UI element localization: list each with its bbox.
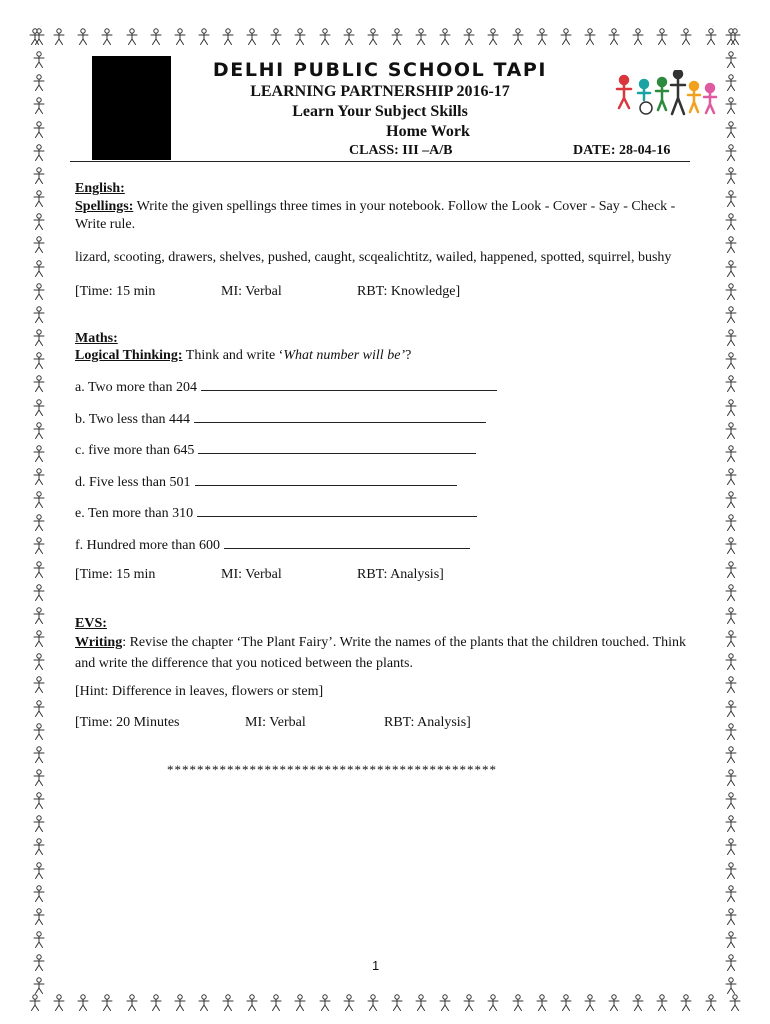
border-figure-icon <box>221 994 235 1012</box>
border-figure-icon <box>269 28 283 46</box>
border-figure-icon <box>704 994 718 1012</box>
evs-rbt: RBT: Analysis] <box>384 715 471 730</box>
border-left <box>28 28 50 996</box>
question-text: b. Two less than 444 <box>75 412 191 427</box>
border-figure-icon <box>724 28 738 46</box>
border-figure-icon <box>724 746 738 764</box>
evs-time: [Time: 20 Minutes <box>75 715 180 730</box>
border-figure-icon <box>32 584 46 602</box>
date-label: DATE: 28-04-16 <box>573 143 671 158</box>
question-text: f. Hundred more than 600 <box>75 538 221 553</box>
border-figure-icon <box>32 491 46 509</box>
border-figure-icon <box>559 28 573 46</box>
border-figure-icon <box>724 97 738 115</box>
border-figure-icon <box>52 28 66 46</box>
evs-hint: [Hint: Difference in leaves, flowers or stem] <box>75 684 324 699</box>
border-figure-icon <box>32 167 46 185</box>
border-figure-icon <box>32 260 46 278</box>
answer-blank[interactable] <box>201 378 497 391</box>
border-figure-icon <box>32 468 46 486</box>
border-figure-icon <box>390 994 404 1012</box>
border-figure-icon <box>724 954 738 972</box>
border-figure-icon <box>724 977 738 995</box>
header-line-2: Learn Your Subject Skills <box>292 103 468 120</box>
border-figure-icon <box>724 422 738 440</box>
border-figure-icon <box>32 74 46 92</box>
question-e <box>75 504 477 522</box>
border-figure-icon <box>32 144 46 162</box>
border-right <box>720 28 742 996</box>
border-figure-icon <box>655 994 669 1012</box>
border-figure-icon <box>32 977 46 995</box>
maths-title: Maths: <box>75 331 118 346</box>
border-figure-icon <box>462 28 476 46</box>
maths-instructions-italic: What number will be’ <box>283 348 406 363</box>
border-figure-icon <box>32 607 46 625</box>
border-figure-icon <box>245 28 259 46</box>
border-figure-icon <box>724 468 738 486</box>
border-figure-icon <box>245 994 259 1012</box>
english-rbt: RBT: Knowledge] <box>357 284 461 299</box>
maths-task <box>75 347 690 365</box>
border-figure-icon <box>32 769 46 787</box>
border-figure-icon <box>318 28 332 46</box>
border-figure-icon <box>724 190 738 208</box>
question-c <box>75 441 476 459</box>
border-figure-icon <box>32 283 46 301</box>
border-figure-icon <box>724 144 738 162</box>
question-f <box>75 536 470 554</box>
question-text: c. five more than 645 <box>75 443 195 458</box>
border-figure-icon <box>724 815 738 833</box>
border-figure-icon <box>728 994 742 1012</box>
border-figure-icon <box>32 561 46 579</box>
border-figure-icon <box>724 51 738 69</box>
border-figure-icon <box>724 653 738 671</box>
school-logo-box <box>92 56 171 160</box>
border-figure-icon <box>32 908 46 926</box>
border-figure-icon <box>32 885 46 903</box>
class-label: CLASS: III –A/B <box>349 143 453 158</box>
border-figure-icon <box>724 121 738 139</box>
border-figure-icon <box>32 399 46 417</box>
border-figure-icon <box>724 74 738 92</box>
maths-instructions-end: ? <box>405 348 412 363</box>
border-figure-icon <box>724 908 738 926</box>
border-figure-icon <box>724 630 738 648</box>
border-figure-icon <box>32 931 46 949</box>
border-figure-icon <box>724 236 738 254</box>
border-figure-icon <box>366 994 380 1012</box>
border-figure-icon <box>52 994 66 1012</box>
answer-blank[interactable] <box>198 441 476 454</box>
border-figure-icon <box>32 792 46 810</box>
border-figure-icon <box>679 994 693 1012</box>
border-figure-icon <box>32 213 46 231</box>
border-figure-icon <box>293 994 307 1012</box>
border-figure-icon <box>173 28 187 46</box>
border-figure-icon <box>511 28 525 46</box>
border-figure-icon <box>631 994 645 1012</box>
border-figure-icon <box>724 167 738 185</box>
border-figure-icon <box>724 723 738 741</box>
english-mi: MI: Verbal <box>221 284 282 299</box>
border-figure-icon <box>724 375 738 393</box>
border-figure-icon <box>724 769 738 787</box>
question-a <box>75 378 497 396</box>
header-line-1: LEARNING PARTNERSHIP 2016-17 <box>250 83 510 100</box>
border-figure-icon <box>32 653 46 671</box>
border-figure-icon <box>655 28 669 46</box>
maths-mi: MI: Verbal <box>221 567 282 582</box>
spellings-label: Spellings: <box>75 199 134 214</box>
border-figure-icon <box>679 28 693 46</box>
border-figure-icon <box>724 584 738 602</box>
border-figure-icon <box>342 28 356 46</box>
border-figure-icon <box>221 28 235 46</box>
border-figure-icon <box>724 561 738 579</box>
border-figure-icon <box>724 445 738 463</box>
border-figure-icon <box>724 329 738 347</box>
answer-blank[interactable] <box>224 536 470 549</box>
border-figure-icon <box>438 994 452 1012</box>
border-figure-icon <box>32 445 46 463</box>
border-top <box>28 28 742 50</box>
border-figure-icon <box>293 28 307 46</box>
border-figure-icon <box>32 306 46 324</box>
border-figure-icon <box>32 514 46 532</box>
border-figure-icon <box>32 121 46 139</box>
border-figure-icon <box>607 28 621 46</box>
evs-instructions: : Revise the chapter ‘The Plant Fairy’. Write the names of the plants that the children touched. Think and write the difference that you noticed between the plants. <box>75 635 687 671</box>
border-figure-icon <box>462 994 476 1012</box>
english-task <box>75 198 690 234</box>
page-number: 1 <box>372 958 380 973</box>
border-figure-icon <box>704 28 718 46</box>
border-figure-icon <box>414 28 428 46</box>
border-figure-icon <box>28 994 42 1012</box>
border-figure-icon <box>486 994 500 1012</box>
question-d <box>75 473 457 491</box>
border-figure-icon <box>32 630 46 648</box>
border-figure-icon <box>724 306 738 324</box>
question-b <box>75 410 486 428</box>
border-figure-icon <box>724 676 738 694</box>
border-figure-icon <box>149 28 163 46</box>
border-figure-icon <box>76 994 90 1012</box>
english-time: [Time: 15 min <box>75 284 156 299</box>
question-text: e. Ten more than 310 <box>75 506 194 521</box>
border-figure-icon <box>32 815 46 833</box>
question-text: d. Five less than 501 <box>75 475 191 490</box>
border-figure-icon <box>100 994 114 1012</box>
spelling-words: lizard, scooting, drawers, shelves, pushed, caught, scqealichtitz, wailed, happened, spotted, squirrel, bushy <box>75 250 672 265</box>
border-figure-icon <box>32 537 46 555</box>
border-figure-icon <box>535 994 549 1012</box>
border-figure-icon <box>149 994 163 1012</box>
spellings-instructions: Write the given spellings three times in your notebook. Follow the Look - Cover - Say - Check - Write rule. <box>75 199 676 232</box>
border-figure-icon <box>32 97 46 115</box>
answer-blank[interactable] <box>195 473 457 486</box>
border-figure-icon <box>32 862 46 880</box>
border-figure-icon <box>32 954 46 972</box>
border-figure-icon <box>318 994 332 1012</box>
border-figure-icon <box>486 28 500 46</box>
maths-rbt: RBT: Analysis] <box>357 567 444 582</box>
border-figure-icon <box>724 862 738 880</box>
border-figure-icon <box>173 994 187 1012</box>
border-figure-icon <box>197 994 211 1012</box>
maths-instructions: Think and write ‘ <box>182 348 284 363</box>
evs-mi: MI: Verbal <box>245 715 306 730</box>
border-figure-icon <box>269 994 283 1012</box>
border-figure-icon <box>32 838 46 856</box>
border-figure-icon <box>390 28 404 46</box>
border-figure-icon <box>607 994 621 1012</box>
border-figure-icon <box>32 676 46 694</box>
answer-blank[interactable] <box>197 504 477 517</box>
border-figure-icon <box>32 700 46 718</box>
border-figure-icon <box>32 236 46 254</box>
border-figure-icon <box>125 994 139 1012</box>
border-figure-icon <box>76 28 90 46</box>
footer-stars: ******************************************** <box>167 762 497 777</box>
border-figure-icon <box>414 994 428 1012</box>
header-line-3: Home Work <box>386 123 470 140</box>
question-text: a. Two more than 204 <box>75 380 198 395</box>
border-figure-icon <box>32 190 46 208</box>
logical-thinking-label: Logical Thinking: <box>75 348 183 363</box>
border-figure-icon <box>100 28 114 46</box>
children-figures-icon <box>612 70 722 120</box>
border-figure-icon <box>724 491 738 509</box>
border-figure-icon <box>724 352 738 370</box>
border-figure-icon <box>32 28 46 46</box>
border-figure-icon <box>535 28 549 46</box>
border-figure-icon <box>724 607 738 625</box>
border-figure-icon <box>724 399 738 417</box>
border-figure-icon <box>724 931 738 949</box>
answer-blank[interactable] <box>194 410 486 423</box>
border-figure-icon <box>197 28 211 46</box>
border-figure-icon <box>724 514 738 532</box>
evs-title: EVS: <box>75 616 107 631</box>
border-figure-icon <box>32 422 46 440</box>
english-title: English: <box>75 181 125 196</box>
border-figure-icon <box>511 994 525 1012</box>
border-figure-icon <box>724 283 738 301</box>
border-figure-icon <box>724 700 738 718</box>
border-figure-icon <box>32 746 46 764</box>
border-figure-icon <box>366 28 380 46</box>
border-figure-icon <box>724 838 738 856</box>
border-figure-icon <box>631 28 645 46</box>
border-figure-icon <box>724 885 738 903</box>
border-figure-icon <box>32 723 46 741</box>
border-bottom <box>28 994 742 1016</box>
header-rule <box>70 161 690 162</box>
border-figure-icon <box>342 994 356 1012</box>
school-name: DELHI PUBLIC SCHOOL TAPI <box>212 59 548 81</box>
border-figure-icon <box>32 375 46 393</box>
border-figure-icon <box>125 28 139 46</box>
border-figure-icon <box>724 792 738 810</box>
evs-task <box>75 632 690 674</box>
border-figure-icon <box>583 994 597 1012</box>
maths-time: [Time: 15 min <box>75 567 156 582</box>
border-figure-icon <box>724 537 738 555</box>
border-figure-icon <box>32 329 46 347</box>
border-figure-icon <box>438 28 452 46</box>
border-figure-icon <box>724 213 738 231</box>
border-figure-icon <box>32 352 46 370</box>
border-figure-icon <box>583 28 597 46</box>
writing-label: Writing <box>75 635 123 650</box>
border-figure-icon <box>724 260 738 278</box>
border-figure-icon <box>559 994 573 1012</box>
border-figure-icon <box>32 51 46 69</box>
